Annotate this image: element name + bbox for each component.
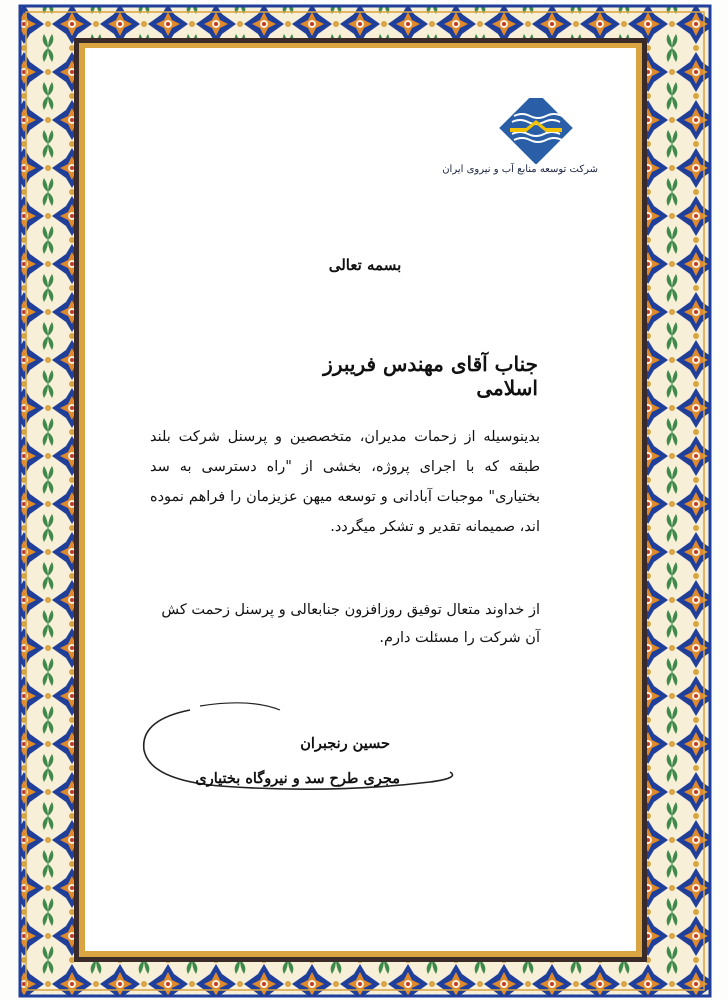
- signer-name: حسین رنجبران: [300, 735, 390, 752]
- invocation-text: بسمه تعالی: [328, 256, 402, 274]
- addressee-heading: جناب آقای مهندس فریبرز اسلامی: [323, 352, 538, 400]
- appreciation-paragraph: بدینوسیله از زحمات مدیران، متخصصین و پرسنل شرکت بلند طبقه که با اجرای پروژه، بخشی از "راه دسترسی به سد بختیاری" موجبات آبادانی و توسعه میهن عزیزمان را فراهم نموده اند، صمیمانه تقدیر و تشکر میگردد.: [150, 429, 540, 535]
- closing-paragraph: از خداوند متعال توفیق روزافزون جنابعالی و پرسنل زحمت کش آن شرکت را مسئلت دارم.: [161, 602, 540, 646]
- company-logo: [442, 98, 600, 198]
- water-energy-logo-icon: [470, 98, 600, 164]
- signer-title: مجری طرح سد و نیروگاه بختیاری: [195, 770, 400, 787]
- company-name: شرکت توسعه منابع آب و نیروی ایران: [442, 164, 598, 175]
